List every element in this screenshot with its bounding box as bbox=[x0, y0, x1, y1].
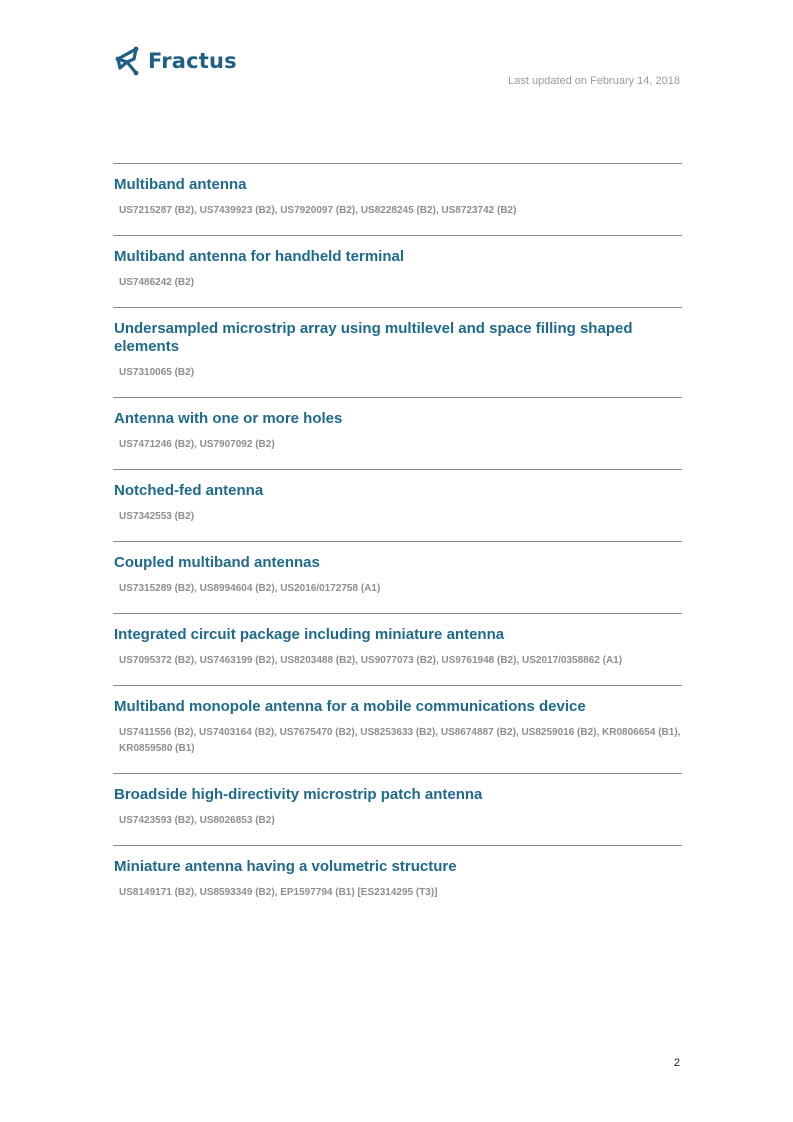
page-number: 2 bbox=[673, 1057, 680, 1069]
patent-title: Notched-fed antenna bbox=[114, 482, 264, 499]
patent-entry bbox=[113, 845, 682, 917]
patent-numbers: US7310065 (B2) bbox=[119, 367, 195, 378]
fractus-logo-icon bbox=[113, 46, 141, 76]
patent-title: Antenna with one or more holes bbox=[114, 410, 343, 427]
patent-entry bbox=[113, 613, 682, 685]
patent-numbers: US7471246 (B2), US7907092 (B2) bbox=[119, 439, 275, 450]
patent-entry bbox=[113, 235, 682, 307]
patent-entry bbox=[113, 469, 682, 541]
patent-title: Integrated circuit package including miniature antenna bbox=[114, 626, 505, 643]
patent-numbers: US7423593 (B2), US8026853 (B2) bbox=[119, 815, 275, 826]
patent-numbers: US7411556 (B2), US7403164 (B2), US7675470 (B2), US8253633 (B2), US8674887 (B2), US8259016 (B2), KR0806654 (B1), KR0859580 (B1) bbox=[119, 727, 681, 754]
patent-entry bbox=[113, 773, 682, 845]
patent-list bbox=[113, 163, 682, 917]
patent-numbers: US7342553 (B2) bbox=[119, 511, 195, 522]
patent-numbers: US7095372 (B2), US7463199 (B2), US8203488 (B2), US9077073 (B2), US9761948 (B2), US2017/0358862 (A1) bbox=[119, 655, 623, 666]
patent-numbers: US7215287 (B2), US7439923 (B2), US7920097 (B2), US8228245 (B2), US8723742 (B2) bbox=[119, 205, 517, 216]
patent-numbers: US7486242 (B2) bbox=[119, 277, 195, 288]
patent-entry bbox=[113, 541, 682, 613]
patent-entry bbox=[113, 307, 682, 397]
patent-title: Undersampled microstrip array using multilevel and space filling shaped elements bbox=[114, 320, 633, 355]
patent-title: Coupled multiband antennas bbox=[114, 554, 320, 571]
patent-numbers: US8149171 (B2), US8593349 (B2), EP1597794 (B1) [ES2314295 (T3)] bbox=[119, 887, 438, 898]
patent-title: Miniature antenna having a volumetric structure bbox=[114, 858, 457, 875]
patent-title: Multiband antenna for handheld terminal bbox=[114, 248, 405, 265]
patent-entry bbox=[113, 163, 682, 235]
last-updated-date: Last updated on February 14, 2018 bbox=[508, 75, 680, 87]
patent-title: Multiband monopole antenna for a mobile communications device bbox=[114, 698, 586, 715]
patent-numbers: US7315289 (B2), US8994604 (B2), US2016/0172758 (A1) bbox=[119, 583, 381, 594]
patent-title: Multiband antenna bbox=[114, 176, 247, 193]
patent-title: Broadside high-directivity microstrip patch antenna bbox=[114, 786, 483, 803]
fractus-logo bbox=[113, 45, 237, 77]
patent-entry bbox=[113, 397, 682, 469]
brand-name: Fractus bbox=[148, 49, 237, 73]
patent-entry bbox=[113, 685, 682, 773]
